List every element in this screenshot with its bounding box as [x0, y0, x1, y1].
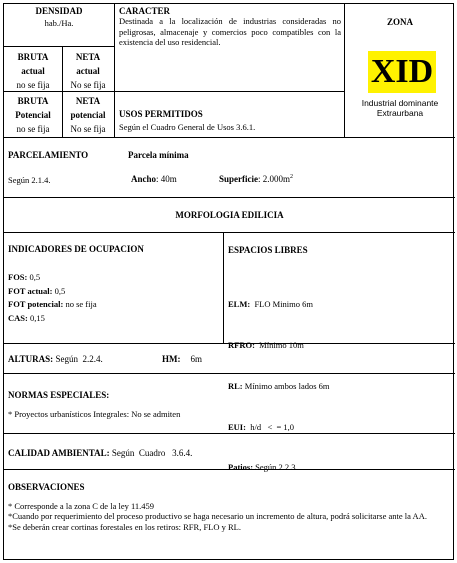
neta-potencial-cell: [62, 96, 114, 134]
alturas-field: [8, 354, 103, 365]
fot-actual-value: 0,5: [52, 285, 66, 296]
ancho-value: : 40m: [156, 174, 177, 184]
patios-value: Según 2.2.3.: [253, 462, 298, 473]
zona-code-badge: XID: [368, 51, 436, 93]
bruta-potencial-cell: [4, 96, 62, 134]
espacio-rl: [228, 380, 330, 394]
zona-name-line1: Industrial dominante: [361, 98, 439, 108]
zona-name-line2: Extraurbana: [376, 108, 424, 119]
eui-value: h/d < = 1,0: [245, 421, 295, 432]
divider: [4, 373, 455, 374]
espacios-list: [228, 271, 330, 502]
fot-actual-label: FOT actual:: [8, 285, 53, 296]
rfro-label: RFRO:: [228, 339, 255, 350]
superficie-field: [219, 174, 293, 185]
divider: [4, 197, 455, 198]
observacion-item: *Se deberán crear cortinas forestales en los retiros: RFR, FLO y RL.: [8, 521, 241, 532]
bruta-actual-label: BRUTA: [17, 52, 49, 62]
indicadores-title: INDICADORES DE OCUPACION: [8, 244, 144, 254]
indicadores-list: [8, 271, 97, 325]
elm-value: FLO Minimo 6m: [250, 299, 314, 310]
parcelamiento-title: PARCELAMIENTO: [8, 150, 89, 160]
superficie-value: : 2.000m: [258, 174, 291, 184]
indicador-cas: [8, 312, 97, 326]
zoning-sheet: [3, 3, 454, 560]
neta-potencial-value: No se fija: [70, 123, 106, 134]
calidad-label: CALIDAD AMBIENTAL:: [8, 448, 110, 458]
divider: [4, 137, 455, 138]
morfologia-title: MORFOLOGIA EDILICIA: [175, 210, 284, 220]
alturas-value: Según 2.2.4.: [53, 354, 103, 364]
caracter-title: CARACTER: [119, 6, 171, 16]
bruta-potencial-label2: Potencial: [15, 109, 51, 120]
rl-label: RL:: [228, 380, 243, 391]
zona-name: [345, 98, 455, 118]
divider: [4, 343, 455, 344]
espacio-rfro: [228, 339, 330, 353]
observacion-item: * Corresponde a la zona C de la ley 11.459: [8, 501, 155, 511]
densidad-unit: hab./Ha.: [44, 18, 74, 28]
usos-text: Según el Cuadro General de Usos 3.6.1.: [119, 122, 256, 132]
alturas-label: ALTURAS:: [8, 354, 54, 364]
bruta-actual-cell: [4, 52, 62, 90]
divider: [4, 91, 344, 92]
divider: [4, 469, 455, 470]
neta-actual-label2: actual: [76, 65, 100, 76]
espacio-elm: [228, 298, 330, 312]
parcelamiento-ref: Según 2.1.4.: [8, 175, 51, 185]
neta-potencial-label2: potencial: [70, 109, 106, 120]
cas-label: CAS:: [8, 312, 28, 323]
indicador-fos: [8, 271, 97, 285]
neta-actual-value: No se fija: [70, 79, 106, 90]
indicador-fot-actual: [8, 285, 97, 299]
divider: [114, 4, 115, 137]
densidad-title: DENSIDAD: [35, 6, 83, 16]
neta-actual-label: NETA: [75, 52, 101, 62]
fos-label: FOS:: [8, 272, 28, 282]
ancho-label: Ancho: [131, 174, 157, 184]
observaciones-list: [8, 501, 453, 532]
usos-title: USOS PERMITIDOS: [119, 109, 203, 119]
divider: [4, 46, 114, 47]
divider: [4, 232, 455, 233]
observacion-item: *Cuando por requerimiento del proceso productivo se haga necesario un incremento de altura, podrá solicitarse ante la AA.: [8, 511, 427, 522]
calidad-field: [8, 448, 192, 459]
fot-potencial-label: FOT potencial:: [8, 299, 64, 310]
neta-actual-cell: [62, 52, 114, 90]
calidad-value: Según Cuadro 3.6.4.: [109, 448, 193, 458]
eui-label: EUI:: [228, 421, 246, 432]
fot-potencial-value: no se fija: [63, 299, 97, 310]
observaciones-title: OBSERVACIONES: [8, 482, 85, 492]
elm-label: ELM:: [228, 299, 251, 310]
hm-field: [162, 354, 202, 365]
indicador-fot-potencial: [8, 298, 97, 312]
superficie-label: Superficie: [219, 174, 258, 184]
patios-label: Patios:: [228, 462, 254, 473]
neta-potencial-label: NETA: [75, 96, 101, 106]
ancho-field: [131, 174, 177, 185]
bruta-potencial-value: no se fija: [16, 123, 50, 134]
parcela-minima-label: Parcela mínima: [128, 150, 189, 160]
normas-text: * Proyectos urbanísticos Integrales: No se admiten: [8, 409, 181, 419]
divider: [223, 232, 224, 343]
superficie-exponent: 2: [290, 174, 294, 180]
fos-value: 0,5: [27, 272, 41, 282]
rl-value: Mínimo ambos lados 6m: [242, 380, 330, 391]
hm-value: 6m: [190, 354, 203, 364]
cas-value: 0,15: [27, 312, 45, 323]
espacios-title: ESPACIOS LIBRES: [228, 245, 308, 255]
hm-label: HM:: [162, 354, 181, 364]
normas-title: NORMAS ESPECIALES:: [8, 390, 110, 400]
bruta-actual-value: no se fija: [16, 79, 50, 90]
rfro-value: Mínimo 10m: [254, 339, 304, 350]
zona-title: ZONA: [386, 17, 413, 27]
bruta-actual-label2: actual: [21, 65, 45, 76]
divider: [4, 433, 455, 434]
bruta-potencial-label: BRUTA: [17, 96, 49, 106]
caracter-text: Destinada a la localización de industrias consideradas no peligrosas, almacenaje y comercios poco compatibles con la existencia del uso residencial.: [119, 16, 341, 48]
